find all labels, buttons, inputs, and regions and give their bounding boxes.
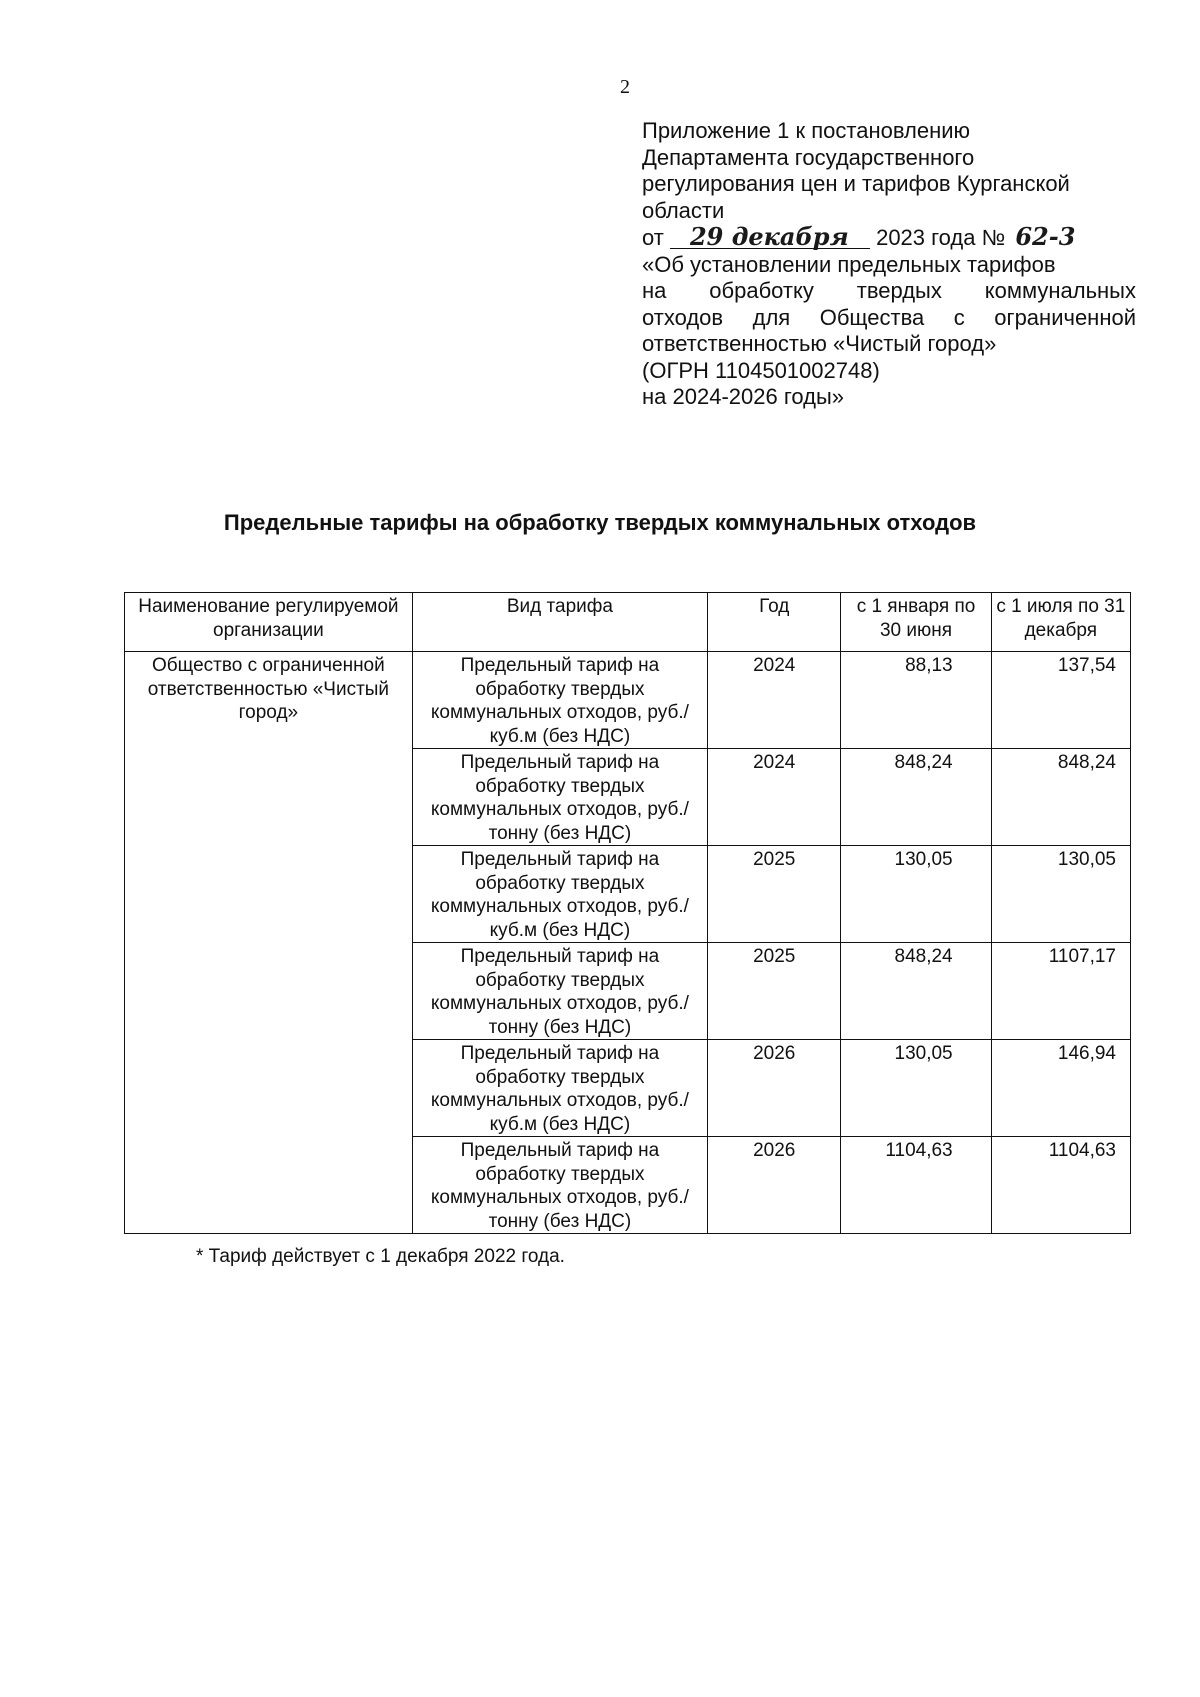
header-first-half: с 1 января по 30 июня bbox=[841, 593, 991, 652]
date-prefix: от bbox=[642, 225, 664, 250]
tariff-kind-cell: Предельный тариф на обработку твердых коммунальных отходов, руб./куб.м (без НДС) bbox=[412, 846, 707, 943]
page-number: 2 bbox=[620, 76, 630, 98]
second-half-value: 146,94 bbox=[991, 1040, 1130, 1137]
appendix-header bbox=[642, 118, 1136, 411]
second-half-value: 1104,63 bbox=[991, 1137, 1130, 1234]
year-cell: 2026 bbox=[708, 1137, 841, 1234]
second-half-value: 848,24 bbox=[991, 749, 1130, 846]
first-half-value: 130,05 bbox=[841, 1040, 991, 1137]
year-cell: 2024 bbox=[708, 652, 841, 749]
first-half-value: 130,05 bbox=[841, 846, 991, 943]
second-half-value: 130,05 bbox=[991, 846, 1130, 943]
header-organization: Наименование регулируемой организации bbox=[125, 593, 413, 652]
handwritten-number: 62-3 bbox=[1015, 222, 1076, 251]
table-row bbox=[125, 652, 1131, 749]
resolution-date-line bbox=[642, 224, 1136, 252]
year-cell: 2025 bbox=[708, 943, 841, 1040]
first-half-value: 848,24 bbox=[841, 749, 991, 846]
year-cell: 2024 bbox=[708, 749, 841, 846]
appendix-subject-line: «Об установлении предельных тарифов bbox=[642, 251, 1056, 277]
ogrn: (ОГРН 1104501002748) bbox=[642, 357, 880, 383]
year-cell: 2025 bbox=[708, 846, 841, 943]
tariff-kind-cell: Предельный тариф на обработку твердых коммунальных отходов, руб./куб.м (без НДС) bbox=[412, 652, 707, 749]
tariff-kind-cell: Предельный тариф на обработку твердых коммунальных отходов, руб./тонну (без НДС) bbox=[412, 943, 707, 1040]
tariff-kind-cell: Предельный тариф на обработку твердых коммунальных отходов, руб./куб.м (без НДС) bbox=[412, 1040, 707, 1137]
header-tariff-kind: Вид тарифа bbox=[412, 593, 707, 652]
first-half-value: 1104,63 bbox=[841, 1137, 991, 1234]
appendix-line: Приложение 1 к постановлению bbox=[642, 118, 971, 143]
first-half-value: 848,24 bbox=[841, 943, 991, 1040]
second-half-value: 1107,17 bbox=[991, 943, 1130, 1040]
appendix-subject-line: на обработку твердых коммунальных bbox=[642, 278, 1136, 303]
footnote: * Тариф действует с 1 декабря 2022 года. bbox=[196, 1246, 565, 1267]
tariff-table bbox=[124, 592, 1131, 1234]
tariff-kind-cell: Предельный тариф на обработку твердых коммунальных отходов, руб./тонну (без НДС) bbox=[412, 749, 707, 846]
organization-cell: Общество с ограниченной ответственностью «Чистый город» bbox=[125, 652, 413, 1234]
table-header-row bbox=[125, 593, 1131, 652]
period: на 2024-2026 годы» bbox=[642, 384, 844, 409]
date-year: 2023 года № bbox=[876, 225, 1006, 250]
appendix-subject-line: ответственностью «Чистый город» bbox=[642, 331, 997, 356]
second-half-value: 137,54 bbox=[991, 652, 1130, 749]
first-half-value: 88,13 bbox=[841, 652, 991, 749]
appendix-subject-line: отходов для Общества с ограниченной bbox=[642, 304, 1136, 330]
document-title: Предельные тарифы на обработку твердых коммунальных отходов bbox=[223, 510, 977, 535]
appendix-line: области bbox=[642, 197, 725, 223]
handwritten-date: 29 декабря bbox=[670, 226, 870, 249]
header-year: Год bbox=[708, 593, 841, 652]
header-second-half: с 1 июля по 31 декабря bbox=[991, 593, 1130, 652]
appendix-line: регулирования цен и тарифов Курганской bbox=[642, 171, 1070, 196]
appendix-line: Департамента государственного bbox=[642, 144, 975, 170]
tariff-kind-cell: Предельный тариф на обработку твердых коммунальных отходов, руб./тонну (без НДС) bbox=[412, 1137, 707, 1234]
year-cell: 2026 bbox=[708, 1040, 841, 1137]
